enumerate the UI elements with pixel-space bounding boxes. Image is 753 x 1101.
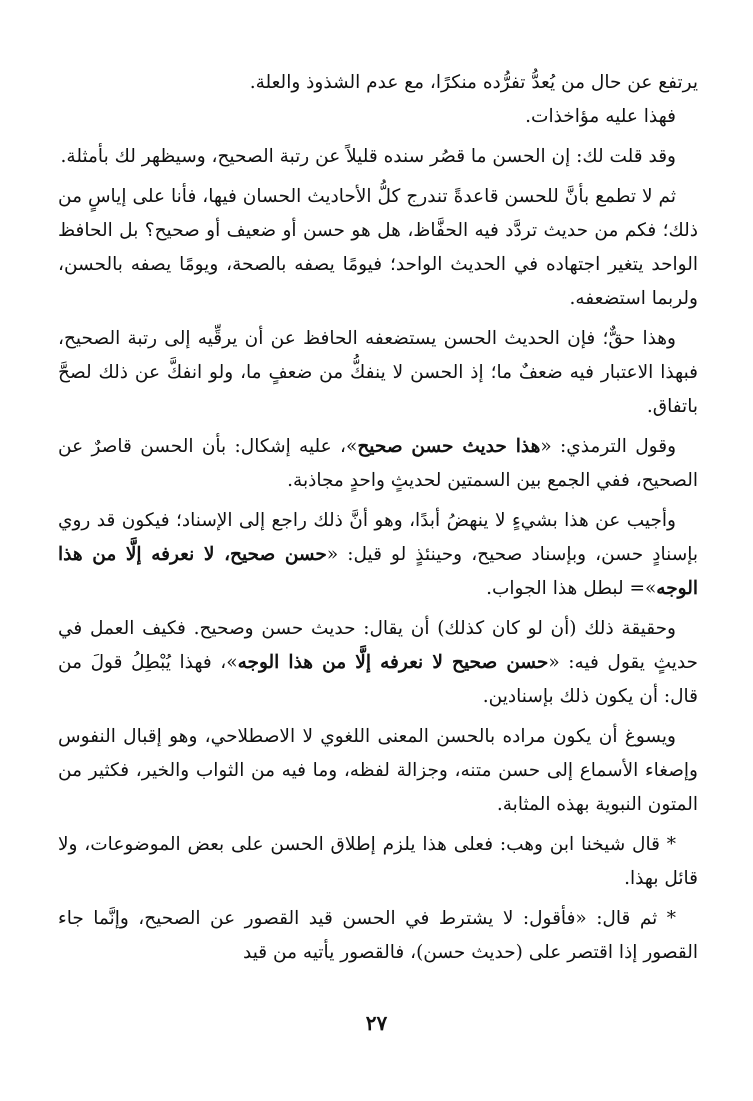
- paragraph-7-text-c: »= لبطل هذا الجواب.: [486, 578, 657, 599]
- paragraph-9: ويسوغ أن يكون مراده بالحسن المعنى اللغوي لا الاصطلاحي، وهو إقبال النفوس وإصغاء الأسماع إلى حسن متنه، وجزالة لفظه، وما فيه من الثواب والخير، فكثير من المتون النبوية بهذه المثابة.: [58, 726, 698, 815]
- paragraph-10: * قال شيخنا ابن وهب: فعلى هذا يلزم إطلاق الحسن على بعض الموضوعات، ولا قائل بهذا.: [58, 834, 698, 889]
- paragraph-5: وهذا حقٌّ؛ فإن الحديث الحسن يستضعفه الحافظ عن أن يرقِّيه إلى رتبة الصحيح، فبهذا الاعتبار فيه ضعفٌ ما؛ إذ الحسن لا ينفكُّ من ضعفٍ ما، ولو انفكَّ عن ذلك لصحَّ باتفاق.: [58, 328, 698, 417]
- page-number: ٢٧: [365, 1011, 388, 1035]
- paragraph-7-quote: حسن صحيح، لا نعرفه إلَّا من هذا الوجه: [58, 544, 698, 599]
- paragraph-2: فهذا عليه مؤاخذات.: [525, 106, 676, 127]
- paragraph-8-text-a: وحقيقة ذلك (أن لو كان كذلك) أن يقال: حديث حسن وصحيح. فكيف العمل في حديثٍ يقول فيه: «: [58, 618, 698, 673]
- paragraph-8-quote: حسن صحيح لا نعرفه إلَّا من هذا الوجه: [237, 652, 549, 673]
- paragraph-7-text-a: وأجيب عن هذا بشيءٍ لا ينهضُ أبدًا، وهو أنَّ ذلك راجع إلى الإسناد؛ فيكون قد روي بإسنادٍ حسن، وبإسناد صحيح، وحينئذٍ لو قيل: «: [58, 510, 698, 565]
- paragraph-1: يرتفع عن حال من يُعدُّ تفرُّده منكرًا، مع عدم الشذوذ والعلة.: [249, 72, 698, 93]
- paragraph-11: * ثم قال: «فأقول: لا يشترط في الحسن قيد القصور عن الصحيح، وإنَّما جاء القصور إذا اقتصر على (حديث حسن)، فالقصور يأتيه من قيد: [58, 908, 698, 963]
- paragraph-6-text-c: »، عليه إشكال: بأن الحسن قاصرٌ عن الصحيح، ففي الجمع بين السمتين لحديثٍ واحدٍ مجاذبة.: [58, 436, 698, 491]
- paragraph-7: [58, 504, 698, 606]
- paragraph-4: ثم لا تطمع بأنَّ للحسن قاعدةً تندرج كلُّ الأحاديث الحسان فيها، فأنا على إياسٍ من ذلك؛ فكم من حديث تردَّد فيه الحفَّاظ، هل هو حسن أو ضعيف أو صحيح؟ بل الحافظ الواحد يتغير اجتهاده في الحديث الواحد؛ فيومًا يصفه بالصحة، ويومًا يصفه بالحسن، ولربما استضعفه.: [58, 186, 698, 309]
- paragraph-8: [58, 612, 698, 714]
- page-body: [58, 66, 698, 970]
- paragraph-6-text-a: وقول الترمذي: «: [540, 436, 676, 457]
- paragraph-8-text-c: »، فهذا يُبْطِلُ قولَ من قال: أن يكون ذلك بإسنادين.: [58, 652, 698, 707]
- paragraph-6: [58, 430, 698, 498]
- paragraph-6-quote: هذا حديث حسن صحيح: [357, 436, 541, 457]
- paragraph-3: وقد قلت لك: إن الحسن ما قصُر سنده قليلاً عن رتبة الصحيح، وسيظهر لك بأمثلة.: [60, 146, 676, 167]
